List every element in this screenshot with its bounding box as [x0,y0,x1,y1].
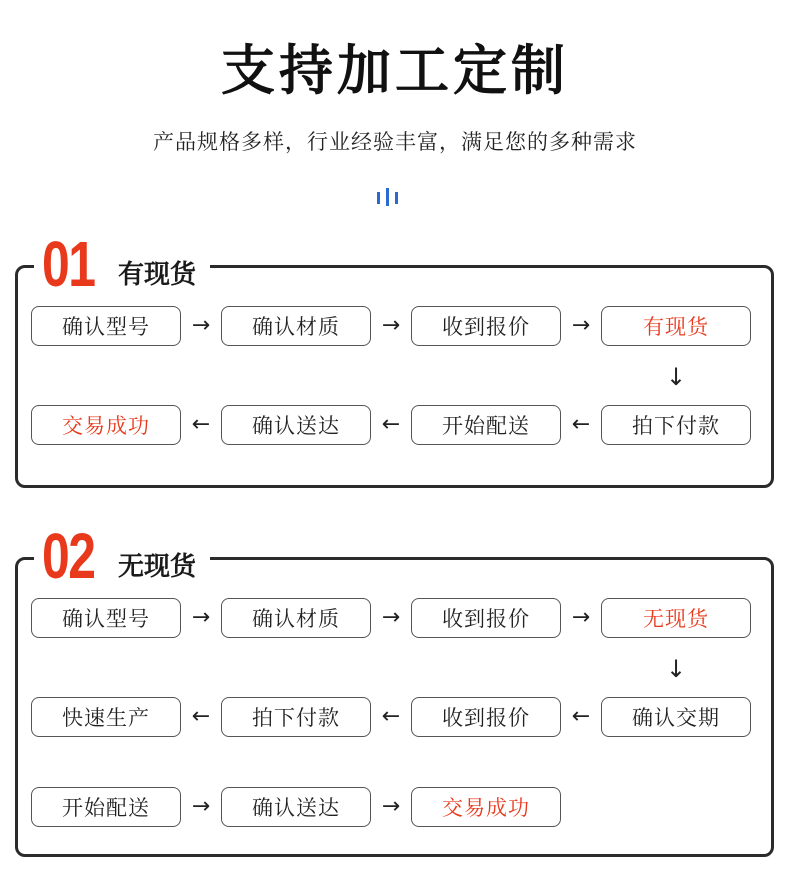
arrow-left-icon: ← [571,412,591,437]
arrow-right-icon: → [381,605,401,630]
flow-step: 确认交期 [601,697,751,737]
arrow-left-icon: ← [381,704,401,729]
arrow-down-icon: ↓ [665,363,687,391]
section-label: 无现货 [118,552,197,582]
flow-step: 收到报价 [411,598,561,638]
flow-step: 确认材质 [221,598,371,638]
section-number: 01 [42,228,95,300]
arrow-left-icon: ← [191,704,211,729]
flow-step: 收到报价 [411,697,561,737]
section-label: 有现货 [118,260,197,290]
flow-step-highlight: 交易成功 [411,787,561,827]
flow-step: 开始配送 [411,405,561,445]
page-title: 支持加工定制 [221,39,569,102]
flow-step-highlight: 有现货 [601,306,751,346]
arrow-right-icon: → [381,313,401,338]
arrow-right-icon: → [191,794,211,819]
flow-step: 快速生产 [31,697,181,737]
arrow-right-icon: → [191,605,211,630]
arrow-right-icon: → [381,794,401,819]
page-subtitle: 产品规格多样，行业经验丰富，满足您的多种需求 [153,130,637,154]
flow-step: 开始配送 [31,787,181,827]
flow-step: 确认型号 [31,306,181,346]
flow-step: 确认材质 [221,306,371,346]
flow-step: 收到报价 [411,306,561,346]
arrow-right-icon: → [191,313,211,338]
flow-step: 拍下付款 [221,697,371,737]
arrow-right-icon: → [571,313,591,338]
arrow-right-icon: → [571,605,591,630]
flow-step-highlight: 无现货 [601,598,751,638]
flow-step: 确认送达 [221,405,371,445]
section-header [34,520,210,592]
flow-step: 确认型号 [31,598,181,638]
section-number: 02 [42,520,95,592]
arrow-left-icon: ← [381,412,401,437]
flow-step: 确认送达 [221,787,371,827]
flow-step: 拍下付款 [601,405,751,445]
arrow-left-icon: ← [571,704,591,729]
flow-step-highlight: 交易成功 [31,405,181,445]
arrow-down-icon: ↓ [665,655,687,683]
arrow-left-icon: ← [191,412,211,437]
section-header [34,228,210,300]
divider-mark-icon [377,188,407,206]
